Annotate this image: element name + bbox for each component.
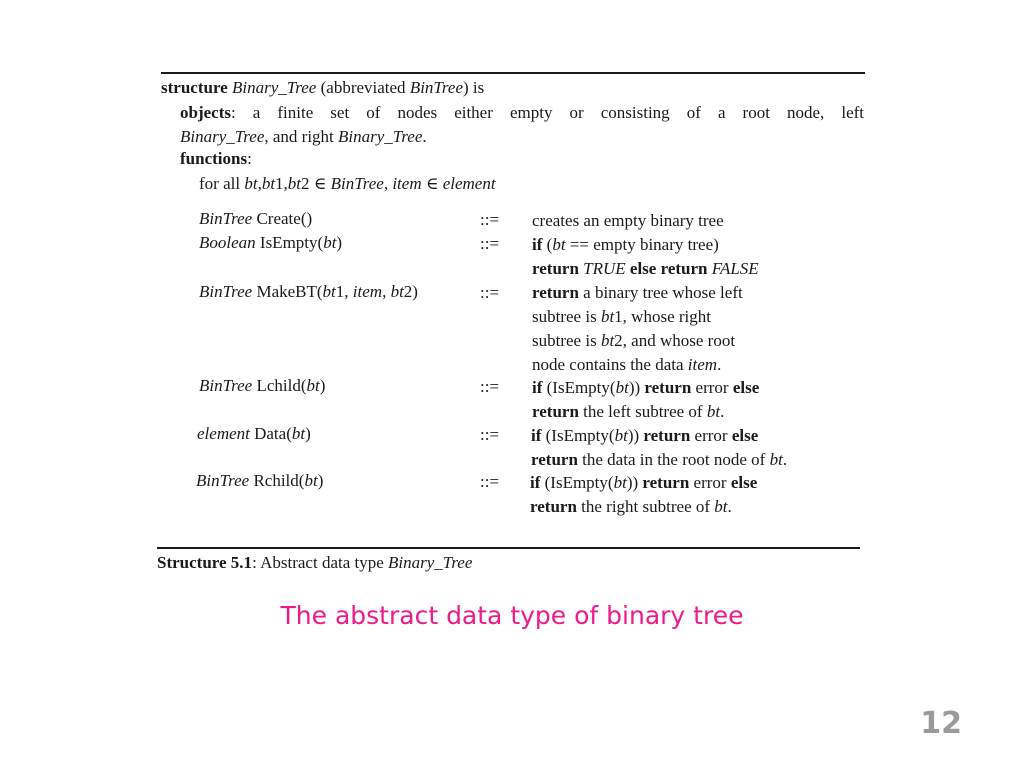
op-makebt-desc-4: node contains the data item. (532, 355, 722, 374)
bottom-rule (157, 547, 860, 549)
structure-header: structure Binary_Tree (abbreviated BinTree) is (161, 78, 485, 97)
op-lchild-operator: ::= (480, 377, 500, 396)
slide-caption: The abstract data type of binary tree (280, 601, 744, 630)
op-isempty-desc-2: return TRUE else return FALSE (532, 259, 759, 278)
top-rule (161, 72, 865, 74)
op-create-operator: ::= (480, 210, 500, 229)
op-rchild-desc-1: if (IsEmpty(bt)) return error else (530, 473, 758, 492)
op-rchild-signature: BinTree Rchild(bt) (196, 471, 324, 490)
op-data-signature: element Data(bt) (197, 424, 311, 443)
op-makebt-desc-1: return a binary tree whose left (532, 283, 743, 302)
op-lchild-signature: BinTree Lchild(bt) (199, 376, 326, 395)
op-makebt-signature: BinTree MakeBT(bt1, item, bt2) (199, 282, 418, 301)
op-create-desc: creates an empty binary tree (532, 211, 724, 230)
op-rchild-operator: ::= (480, 472, 500, 491)
op-data-desc-2: return the data in the root node of bt. (531, 450, 788, 469)
op-data-operator: ::= (480, 425, 500, 444)
figure-caption: Structure 5.1: Abstract data type Binary_Tree (157, 553, 473, 572)
op-makebt-operator: ::= (480, 283, 500, 302)
scanned-figure (138, 60, 870, 588)
op-data-desc-1: if (IsEmpty(bt)) return error else (531, 426, 759, 445)
op-create-signature: BinTree Create() (199, 209, 313, 228)
op-lchild-desc-2: return the left subtree of bt. (532, 402, 725, 421)
op-isempty-signature: Boolean IsEmpty(bt) (199, 233, 343, 252)
op-makebt-desc-2: subtree is bt1, whose right (532, 307, 711, 326)
op-makebt-desc-3: subtree is bt2, and whose root (532, 331, 736, 350)
objects-line-1: objects: a finite set of nodes either empty or consisting of a root node, left (180, 103, 864, 122)
objects-line-2: Binary_Tree, and right Binary_Tree. (180, 127, 427, 146)
for-all-line: for all bt,bt1,bt2 ∈ BinTree, item ∈ element (199, 174, 496, 193)
op-isempty-desc-1: if (bt == empty binary tree) (532, 235, 719, 254)
op-rchild-desc-2: return the right subtree of bt. (530, 497, 732, 516)
op-lchild-desc-1: if (IsEmpty(bt)) return error else (532, 378, 760, 397)
page-number: 12 (920, 706, 962, 741)
op-isempty-operator: ::= (480, 234, 500, 253)
functions-heading: functions: (180, 149, 252, 168)
